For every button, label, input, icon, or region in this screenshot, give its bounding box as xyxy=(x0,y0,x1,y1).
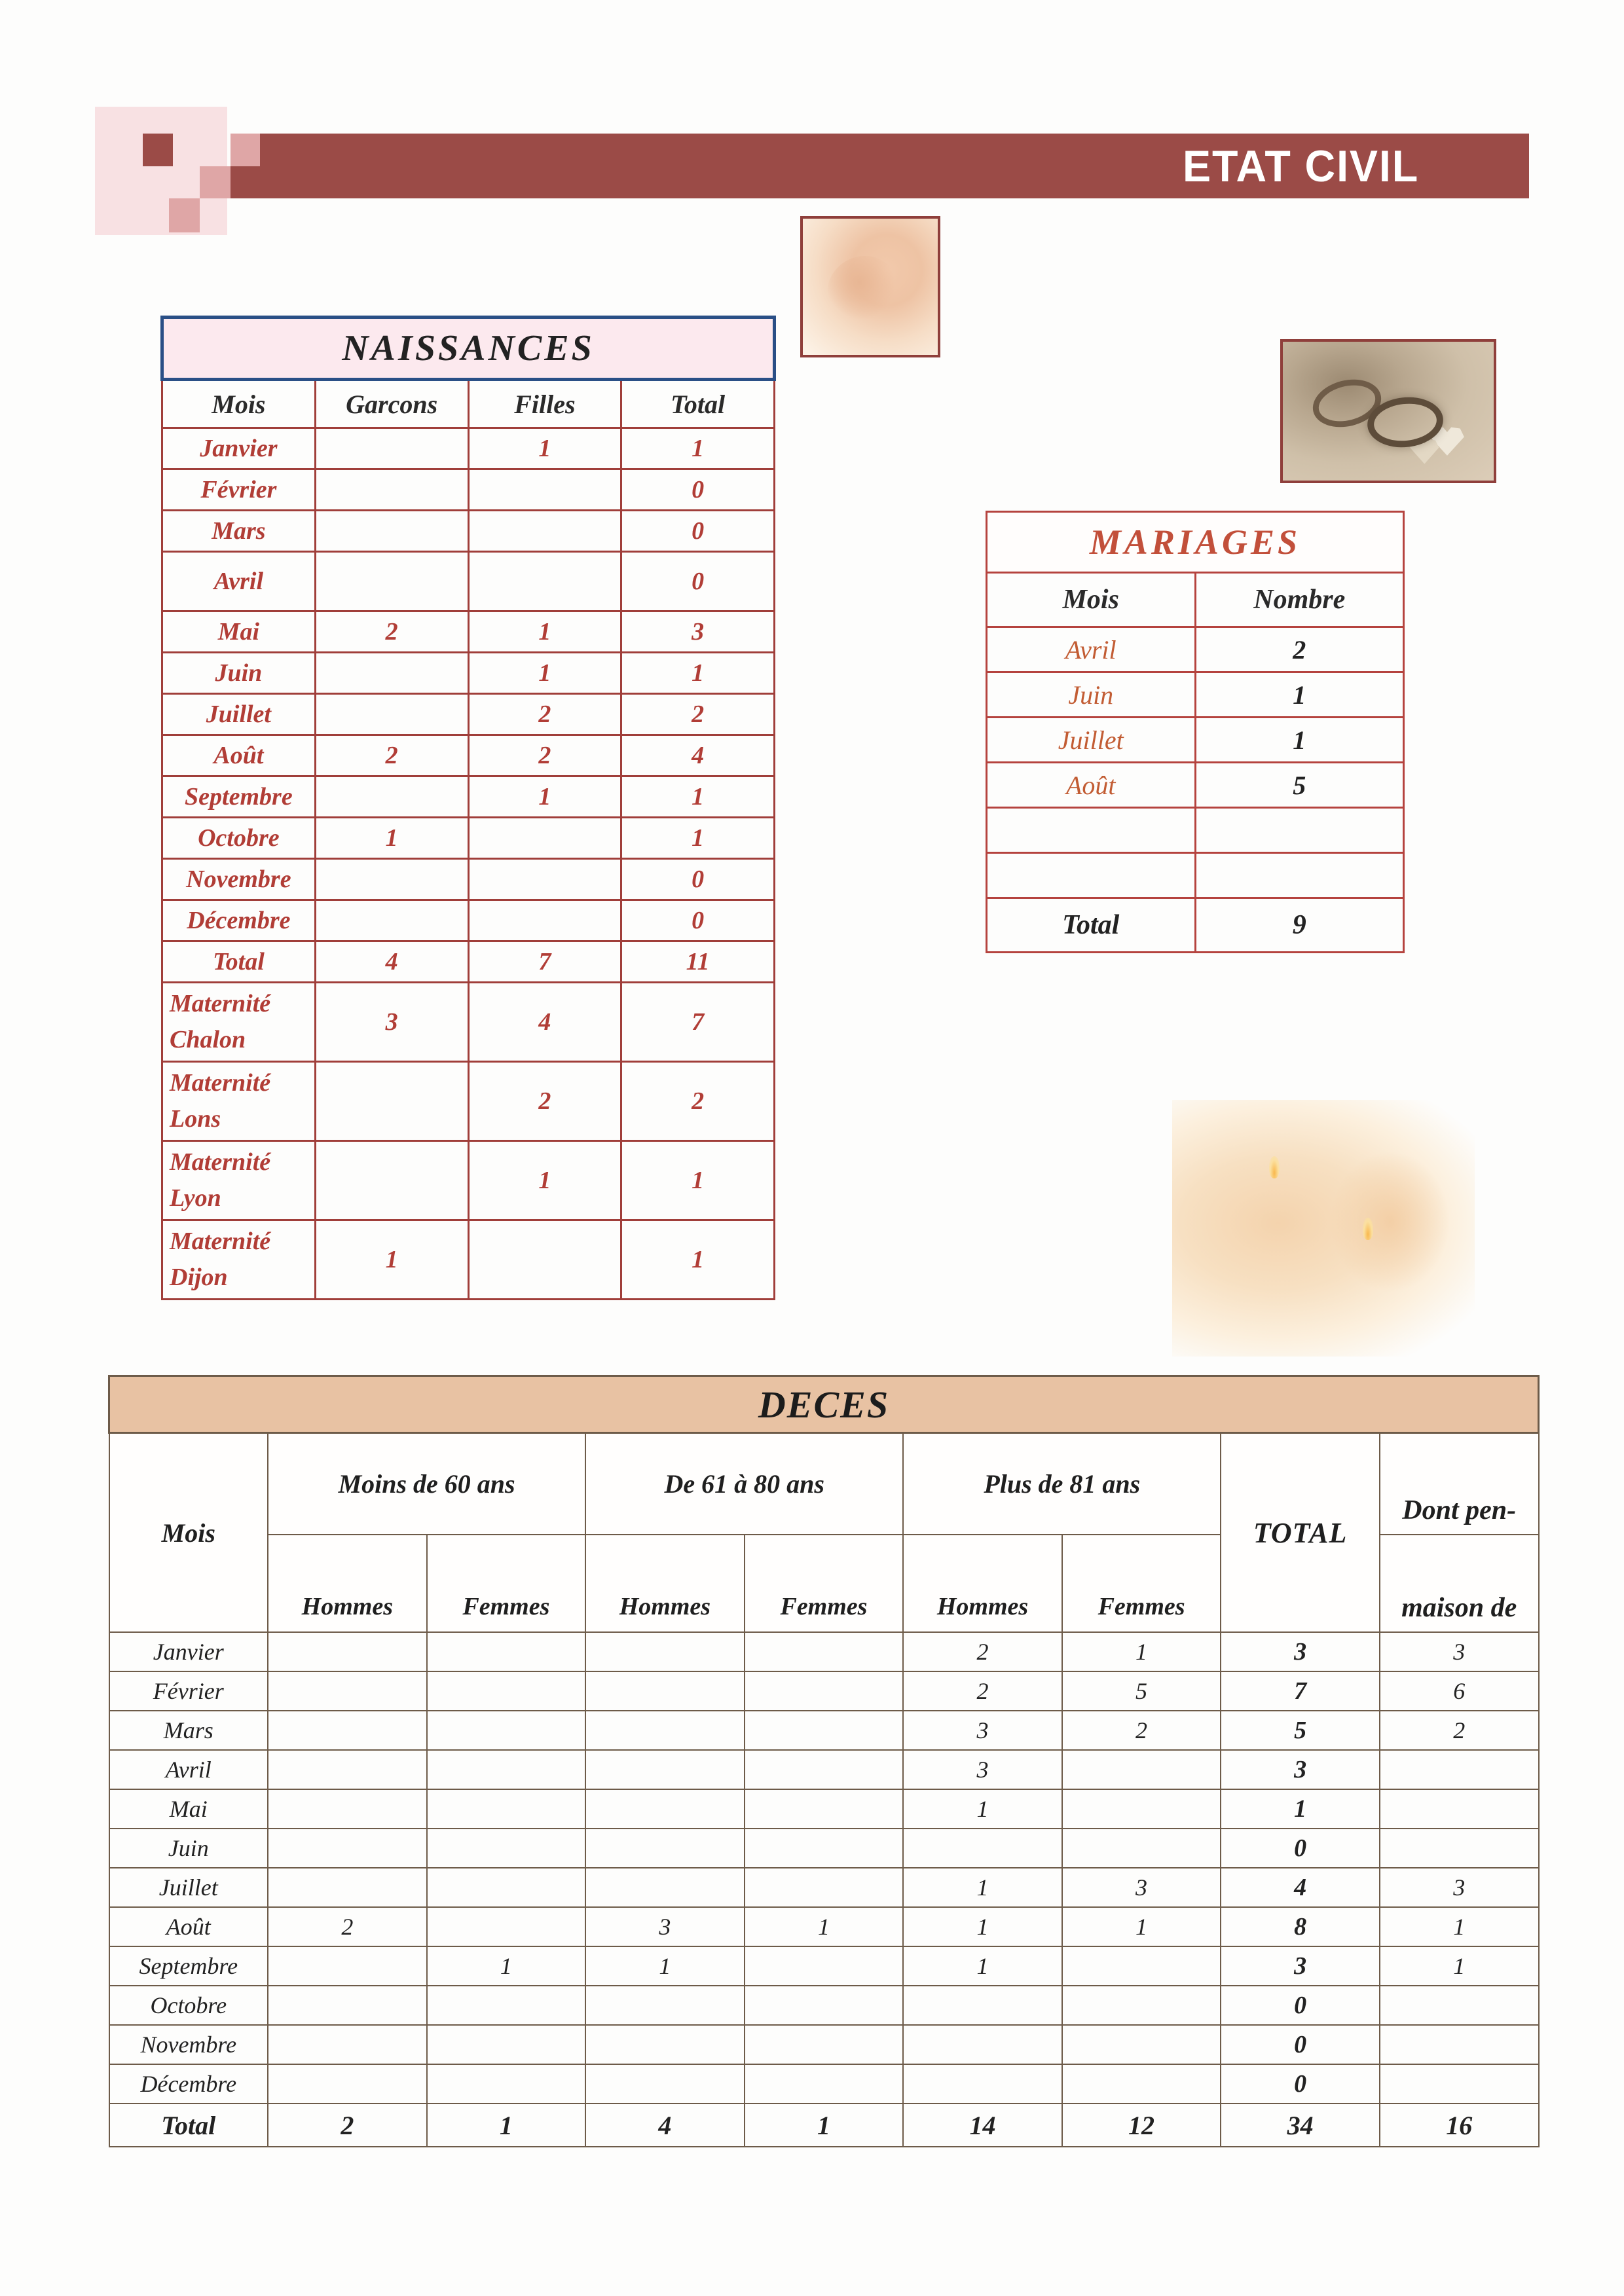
value-cell: 1 xyxy=(745,2104,904,2147)
total-label-cell: Total xyxy=(162,941,316,983)
month-cell: Septembre xyxy=(109,1946,268,1986)
month-cell: Août xyxy=(109,1907,268,1946)
value-cell xyxy=(468,511,621,552)
total-cell: 34 xyxy=(1221,2104,1380,2147)
value-cell: 1 xyxy=(1062,1632,1221,1671)
value-cell xyxy=(427,1711,586,1750)
table-row xyxy=(987,627,1404,672)
table-row xyxy=(162,511,775,552)
value-cell xyxy=(315,653,468,694)
total-cell: 0 xyxy=(1221,2064,1380,2104)
month-cell: Juillet xyxy=(987,718,1196,763)
month-cell: Juillet xyxy=(162,694,316,735)
value-cell: 2 xyxy=(1195,627,1404,672)
value-cell: 1 xyxy=(621,776,775,818)
value-cell: 1 xyxy=(903,1789,1062,1829)
deces-table xyxy=(108,1375,1540,2147)
value-cell xyxy=(745,1829,904,1868)
value-cell xyxy=(268,2064,427,2104)
value-cell xyxy=(585,1789,745,1829)
heart-shape xyxy=(1410,438,1439,464)
value-cell xyxy=(585,1986,745,2025)
value-cell xyxy=(585,1671,745,1711)
column-header-dont-line1: Dont pen- xyxy=(1380,1433,1539,1535)
value-cell: 1 xyxy=(315,818,468,859)
mariages-title: MARIAGES xyxy=(987,512,1404,573)
value-cell: 2 xyxy=(903,1632,1062,1671)
total-cell: 3 xyxy=(1221,1750,1380,1789)
value-cell: 1 xyxy=(621,1220,775,1300)
value-cell xyxy=(315,1141,468,1220)
value-cell xyxy=(1062,2064,1221,2104)
value-cell: 1 xyxy=(903,1868,1062,1907)
value-cell xyxy=(745,2025,904,2064)
value-cell xyxy=(1062,1789,1221,1829)
value-cell xyxy=(427,1868,586,1907)
value-cell xyxy=(745,1750,904,1789)
total-cell: 1 xyxy=(1221,1789,1380,1829)
value-cell xyxy=(468,818,621,859)
value-cell: 4 xyxy=(315,941,468,983)
value-cell: 2 xyxy=(621,694,775,735)
candles-photo xyxy=(1172,1100,1475,1357)
value-cell: 9 xyxy=(1195,898,1404,953)
value-cell: 7 xyxy=(468,941,621,983)
value-cell xyxy=(315,552,468,611)
value-cell xyxy=(468,1220,621,1300)
month-cell: Avril xyxy=(987,627,1196,672)
candle-flame xyxy=(1269,1156,1280,1178)
value-cell: 1 xyxy=(621,818,775,859)
value-cell xyxy=(585,1750,745,1789)
value-cell: 3 xyxy=(315,983,468,1062)
table-header-row xyxy=(987,573,1404,627)
value-cell: 2 xyxy=(468,694,621,735)
value-cell: 4 xyxy=(621,735,775,776)
subheader-hommes: Hommes xyxy=(585,1535,745,1632)
value-cell: 1 xyxy=(468,653,621,694)
value-cell: 5 xyxy=(1062,1671,1221,1711)
table-row xyxy=(109,1829,1539,1868)
month-cell: Octobre xyxy=(109,1986,268,2025)
month-cell: Novembre xyxy=(109,2025,268,2064)
value-cell: 1 xyxy=(621,428,775,469)
value-cell: 1 xyxy=(468,776,621,818)
value-cell xyxy=(268,1711,427,1750)
table-row xyxy=(162,1062,775,1141)
total-cell: 0 xyxy=(1221,2025,1380,2064)
table-title-row xyxy=(987,512,1404,573)
value-cell: 1 xyxy=(427,2104,586,2147)
value-cell xyxy=(268,1632,427,1671)
deces-title: DECES xyxy=(109,1376,1539,1433)
table-row xyxy=(109,1907,1539,1946)
subheader-femmes: Femmes xyxy=(427,1535,586,1632)
value-cell xyxy=(427,2064,586,2104)
table-row xyxy=(162,611,775,653)
value-cell: 7 xyxy=(621,983,775,1062)
value-cell: 0 xyxy=(621,900,775,941)
month-cell xyxy=(987,808,1196,853)
table-row xyxy=(162,469,775,511)
column-header-mois: Mois xyxy=(162,380,316,428)
column-header-mois: Mois xyxy=(987,573,1196,627)
month-cell: Octobre xyxy=(162,818,316,859)
table-row xyxy=(109,1789,1539,1829)
value-cell: 1 xyxy=(621,1141,775,1220)
baby-feet-photo xyxy=(800,216,940,357)
value-cell xyxy=(1380,1789,1539,1829)
value-cell: 4 xyxy=(468,983,621,1062)
value-cell xyxy=(1062,2025,1221,2064)
value-cell xyxy=(315,859,468,900)
total-cell: 8 xyxy=(1221,1907,1380,1946)
table-row xyxy=(109,1632,1539,1671)
value-cell: 2 xyxy=(1062,1711,1221,1750)
value-cell xyxy=(1195,853,1404,898)
value-cell xyxy=(745,1671,904,1711)
total-cell: 0 xyxy=(1221,1986,1380,2025)
table-row xyxy=(109,2064,1539,2104)
wedding-rings-photo xyxy=(1280,339,1496,483)
value-cell xyxy=(268,1829,427,1868)
value-cell: 3 xyxy=(1380,1632,1539,1671)
value-cell xyxy=(1062,1829,1221,1868)
column-header-garcons: Garcons xyxy=(315,380,468,428)
value-cell xyxy=(903,1986,1062,2025)
table-row xyxy=(162,694,775,735)
total-cell: 0 xyxy=(1221,1829,1380,1868)
value-cell xyxy=(315,694,468,735)
value-cell: 0 xyxy=(621,469,775,511)
month-cell: Juillet xyxy=(109,1868,268,1907)
value-cell xyxy=(1380,1986,1539,2025)
total-label-cell: Total xyxy=(987,898,1196,953)
value-cell xyxy=(315,900,468,941)
value-cell xyxy=(745,1632,904,1671)
table-row xyxy=(162,983,775,1062)
table-row xyxy=(109,1750,1539,1789)
value-cell: 1 xyxy=(1195,718,1404,763)
value-cell xyxy=(427,1671,586,1711)
month-cell: Novembre xyxy=(162,859,316,900)
naissances-title: NAISSANCES xyxy=(162,318,775,380)
value-cell xyxy=(745,2064,904,2104)
month-cell: Décembre xyxy=(109,2064,268,2104)
value-cell xyxy=(315,469,468,511)
value-cell: 3 xyxy=(903,1711,1062,1750)
total-cell: 7 xyxy=(1221,1671,1380,1711)
table-total-row xyxy=(162,941,775,983)
value-cell xyxy=(585,1632,745,1671)
value-cell xyxy=(315,428,468,469)
month-cell: Mai xyxy=(109,1789,268,1829)
table-row xyxy=(987,672,1404,718)
value-cell: 2 xyxy=(268,2104,427,2147)
column-header-nombre: Nombre xyxy=(1195,573,1404,627)
value-cell: 3 xyxy=(1380,1868,1539,1907)
table-row xyxy=(162,735,775,776)
value-cell: 3 xyxy=(1062,1868,1221,1907)
deco-square-dark xyxy=(231,166,260,198)
value-cell xyxy=(315,776,468,818)
value-cell xyxy=(427,1986,586,2025)
value-cell: 3 xyxy=(585,1907,745,1946)
month-cell: Juin xyxy=(162,653,316,694)
value-cell: 2 xyxy=(621,1062,775,1141)
value-cell xyxy=(468,552,621,611)
value-cell xyxy=(268,1986,427,2025)
table-row xyxy=(162,818,775,859)
value-cell: 6 xyxy=(1380,1671,1539,1711)
month-cell: Juin xyxy=(987,672,1196,718)
value-cell: 12 xyxy=(1062,2104,1221,2147)
group-header-plus-81: Plus de 81 ans xyxy=(903,1433,1221,1535)
table-row xyxy=(987,853,1404,898)
column-header-dont-line2: maison de xyxy=(1380,1535,1539,1632)
value-cell xyxy=(745,1789,904,1829)
value-cell xyxy=(468,900,621,941)
group-header-61-80: De 61 à 80 ans xyxy=(585,1433,903,1535)
value-cell: 3 xyxy=(903,1750,1062,1789)
column-header-filles: Filles xyxy=(468,380,621,428)
value-cell: 1 xyxy=(468,1141,621,1220)
month-cell: Août xyxy=(987,763,1196,808)
table-title-row xyxy=(162,318,775,380)
value-cell: 1 xyxy=(468,428,621,469)
subheader-hommes: Hommes xyxy=(903,1535,1062,1632)
table-row xyxy=(162,859,775,900)
value-cell xyxy=(903,2025,1062,2064)
value-cell: 14 xyxy=(903,2104,1062,2147)
subheader-femmes: Femmes xyxy=(745,1535,904,1632)
value-cell: 1 xyxy=(468,611,621,653)
value-cell xyxy=(427,1907,586,1946)
value-cell: 1 xyxy=(1380,1946,1539,1986)
value-cell xyxy=(1062,1946,1221,1986)
deco-square-pink xyxy=(200,166,231,198)
value-cell xyxy=(903,2064,1062,2104)
table-row xyxy=(162,653,775,694)
value-cell xyxy=(1062,1986,1221,2025)
month-cell: Avril xyxy=(162,552,316,611)
month-cell: Janvier xyxy=(162,428,316,469)
value-cell xyxy=(1380,1829,1539,1868)
month-cell: Décembre xyxy=(162,900,316,941)
column-header-mois: Mois xyxy=(109,1433,268,1633)
value-cell: 2 xyxy=(468,1062,621,1141)
value-cell xyxy=(468,469,621,511)
value-cell xyxy=(745,1946,904,1986)
month-cell: Mars xyxy=(162,511,316,552)
table-row xyxy=(109,2025,1539,2064)
total-cell: 5 xyxy=(1221,1711,1380,1750)
total-cell: 4 xyxy=(1221,1868,1380,1907)
total-cell: 3 xyxy=(1221,1632,1380,1671)
table-row xyxy=(162,552,775,611)
maternity-cell: Maternité Lyon xyxy=(162,1141,316,1220)
group-header-moins-60: Moins de 60 ans xyxy=(268,1433,585,1535)
value-cell xyxy=(1380,2025,1539,2064)
table-row xyxy=(987,808,1404,853)
value-cell xyxy=(427,2025,586,2064)
table-total-row xyxy=(109,2104,1539,2147)
value-cell xyxy=(427,1632,586,1671)
value-cell xyxy=(315,511,468,552)
table-row xyxy=(162,1220,775,1300)
value-cell: 11 xyxy=(621,941,775,983)
value-cell: 0 xyxy=(621,511,775,552)
total-label-cell: Total xyxy=(109,2104,268,2147)
mariages-table xyxy=(986,511,1405,953)
maternity-cell: Maternité Dijon xyxy=(162,1220,316,1300)
subheader-hommes: Hommes xyxy=(268,1535,427,1632)
value-cell xyxy=(427,1829,586,1868)
value-cell: 4 xyxy=(585,2104,745,2147)
page-title: ETAT CIVIL xyxy=(1182,141,1419,191)
table-row xyxy=(162,428,775,469)
value-cell: 2 xyxy=(315,611,468,653)
value-cell xyxy=(268,1946,427,1986)
value-cell: 16 xyxy=(1380,2104,1539,2147)
subheader-femmes: Femmes xyxy=(1062,1535,1221,1632)
value-cell: 0 xyxy=(621,552,775,611)
value-cell: 1 xyxy=(315,1220,468,1300)
column-header-total: Total xyxy=(621,380,775,428)
value-cell xyxy=(268,1789,427,1829)
value-cell xyxy=(585,1829,745,1868)
value-cell: 1 xyxy=(903,1946,1062,1986)
table-row xyxy=(162,900,775,941)
value-cell xyxy=(1380,1750,1539,1789)
value-cell xyxy=(315,1062,468,1141)
value-cell xyxy=(1380,2064,1539,2104)
value-cell: 2 xyxy=(315,735,468,776)
table-row xyxy=(109,1986,1539,2025)
value-cell xyxy=(1195,808,1404,853)
page-banner xyxy=(260,134,1529,198)
value-cell xyxy=(1062,1750,1221,1789)
candle-flame xyxy=(1363,1218,1373,1240)
value-cell xyxy=(745,1711,904,1750)
value-cell xyxy=(268,1671,427,1711)
value-cell xyxy=(903,1829,1062,1868)
maternity-cell: Maternité Chalon xyxy=(162,983,316,1062)
value-cell: 2 xyxy=(903,1671,1062,1711)
month-cell: Juin xyxy=(109,1829,268,1868)
table-header-row xyxy=(109,1433,1539,1535)
value-cell: 5 xyxy=(1195,763,1404,808)
total-cell: 3 xyxy=(1221,1946,1380,1986)
month-cell: Avril xyxy=(109,1750,268,1789)
table-row xyxy=(162,1141,775,1220)
maternity-cell: Maternité Lons xyxy=(162,1062,316,1141)
value-cell xyxy=(427,1750,586,1789)
value-cell xyxy=(585,2064,745,2104)
value-cell: 1 xyxy=(621,653,775,694)
value-cell xyxy=(745,1868,904,1907)
month-cell: Août xyxy=(162,735,316,776)
table-title-row xyxy=(109,1376,1539,1433)
table-row xyxy=(109,1868,1539,1907)
table-row xyxy=(109,1946,1539,1986)
value-cell xyxy=(745,1986,904,2025)
value-cell: 0 xyxy=(621,859,775,900)
value-cell xyxy=(585,1868,745,1907)
value-cell xyxy=(268,2025,427,2064)
value-cell xyxy=(427,1789,586,1829)
month-cell: Septembre xyxy=(162,776,316,818)
month-cell: Février xyxy=(162,469,316,511)
value-cell xyxy=(585,2025,745,2064)
deco-square-dark xyxy=(143,134,173,166)
value-cell: 1 xyxy=(427,1946,586,1986)
value-cell: 1 xyxy=(903,1907,1062,1946)
table-row xyxy=(162,776,775,818)
month-cell xyxy=(987,853,1196,898)
value-cell: 1 xyxy=(1062,1907,1221,1946)
table-row xyxy=(109,1671,1539,1711)
month-cell: Janvier xyxy=(109,1632,268,1671)
value-cell xyxy=(268,1750,427,1789)
value-cell xyxy=(468,859,621,900)
column-header-total: TOTAL xyxy=(1221,1433,1380,1633)
value-cell: 1 xyxy=(1195,672,1404,718)
table-header-row xyxy=(162,380,775,428)
table-row xyxy=(109,1711,1539,1750)
value-cell: 1 xyxy=(745,1907,904,1946)
deco-square-pink xyxy=(169,198,200,232)
naissances-table xyxy=(160,316,776,1300)
value-cell: 1 xyxy=(585,1946,745,1986)
value-cell: 3 xyxy=(621,611,775,653)
value-cell: 2 xyxy=(268,1907,427,1946)
deco-square-pink xyxy=(231,134,260,166)
value-cell: 2 xyxy=(1380,1711,1539,1750)
value-cell xyxy=(268,1868,427,1907)
month-cell: Février xyxy=(109,1671,268,1711)
table-row xyxy=(987,718,1404,763)
month-cell: Mai xyxy=(162,611,316,653)
value-cell: 1 xyxy=(1380,1907,1539,1946)
table-total-row xyxy=(987,898,1404,953)
value-cell xyxy=(585,1711,745,1750)
value-cell: 2 xyxy=(468,735,621,776)
table-row xyxy=(987,763,1404,808)
month-cell: Mars xyxy=(109,1711,268,1750)
